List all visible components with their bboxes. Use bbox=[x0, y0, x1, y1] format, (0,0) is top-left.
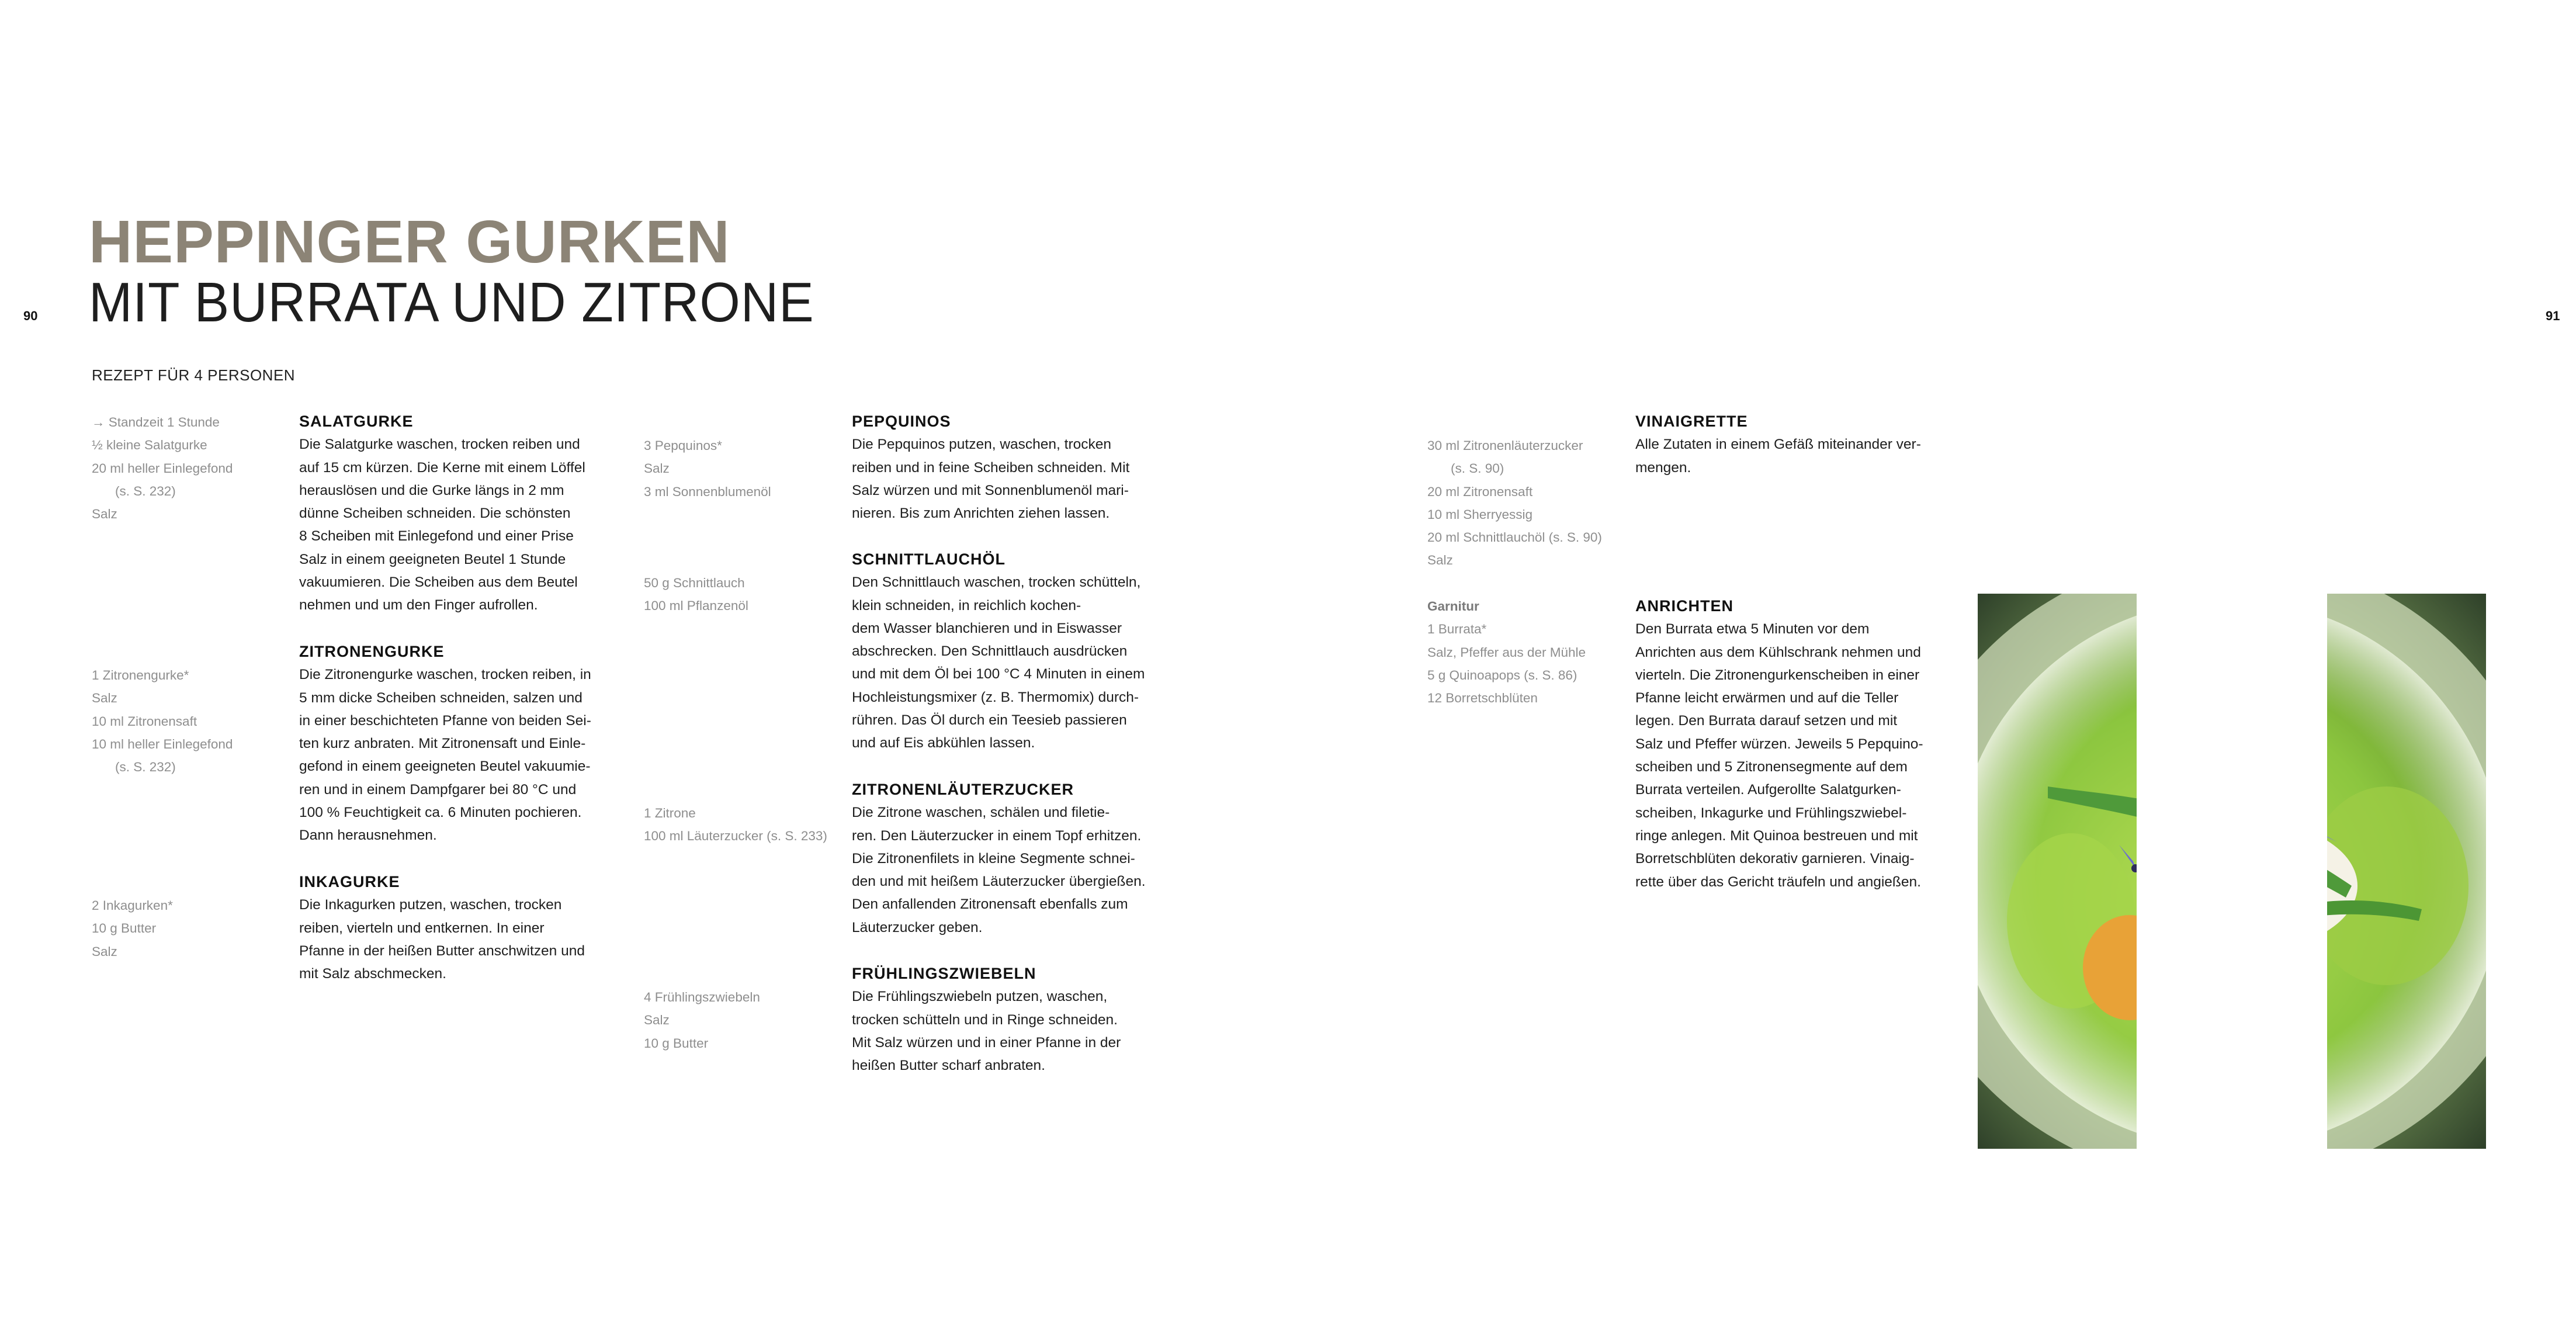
ingredients-zitronengurke bbox=[92, 664, 233, 778]
ingredient-line: 10 ml Sherryessig bbox=[1427, 507, 1533, 522]
ingredient-line: 10 ml heller Einlegefond bbox=[92, 736, 233, 751]
ingredient-line: Salz bbox=[1427, 553, 1453, 568]
ingredients-garnitur bbox=[1427, 595, 1586, 709]
ingredient-line: (s. S. 232) bbox=[115, 760, 176, 775]
page-number-right: 91 bbox=[2546, 309, 2560, 323]
ingredient-line: 4 Frühlingszwiebeln bbox=[644, 990, 760, 1004]
ingredient-line: 30 ml Zitronenläuterzucker bbox=[1427, 438, 1583, 453]
page-title-line1: HEPPINGER GURKEN bbox=[89, 208, 730, 275]
ingredient-line: Salz bbox=[644, 461, 670, 476]
ingredient-line: 20 ml heller Einlegefond bbox=[92, 460, 233, 476]
section-text: Die Zitrone waschen, schälen und filetie- ren. Den Läuterzucker in einem Topf erhitzen. Die Zitronenfilets in kleine Segmente schnei- den und mit heißem Läuterzucker übergießen. Den anfallenden Zitronensaft ebenfalls zum Läuterzucker geben. bbox=[852, 805, 1146, 935]
section-inkagurke bbox=[299, 871, 615, 985]
ingredient-line: (s. S. 232) bbox=[115, 483, 176, 498]
section-zitronengurke bbox=[299, 640, 615, 847]
page-number-left: 90 bbox=[23, 309, 38, 323]
ingredients-pepquinos bbox=[644, 434, 771, 503]
servings-label: REZEPT FÜR 4 PERSONEN bbox=[92, 366, 296, 384]
section-zitronenlaeuterzucker bbox=[852, 778, 1167, 939]
ingredient-line: Salz bbox=[92, 507, 117, 522]
section-text: Die Inkagurken putzen, waschen, trocken reiben, vierteln und entkernen. In einer Pfanne in der heißen Butter anschwitzen und mit Salz abschmecken. bbox=[299, 897, 585, 982]
ingredients-fruehlingszwiebeln bbox=[644, 986, 760, 1055]
section-text: Die Zitronengurke waschen, trocken reiben, in 5 mm dicke Scheiben schneiden, salzen und in einer beschichteten Pfanne von beiden Sei- ten kurz anbraten. Mit Zitronensaft und Einle- gefond in einem geeigneten Beutel vakuumie- ren und in einem Dampfgarer bei 80 °C und 100 % Feuchtigkeit ca. 6 Minuten pochieren. Dann herausnehmen. bbox=[299, 667, 591, 844]
ingredient-line: 100 ml Pflanzenöl bbox=[644, 598, 748, 614]
ingredient-line: (s. S. 90) bbox=[1451, 461, 1504, 476]
ingredient-line: ½ kleine Salatgurke bbox=[92, 438, 207, 453]
section-title: VINAIGRETTE bbox=[1635, 413, 1748, 430]
ingredients-vinaigrette bbox=[1427, 434, 1602, 572]
ingredient-line: 10 g Butter bbox=[92, 921, 157, 936]
ingredient-line: 10 ml Zitronensaft bbox=[92, 713, 197, 729]
ingredient-line: 3 Pepquinos* bbox=[644, 438, 722, 453]
ingredient-line: 20 ml Zitronensaft bbox=[1427, 484, 1533, 499]
ingredient-line: 5 g Quinoapops (s. S. 86) bbox=[1427, 667, 1578, 682]
section-text: Die Pepquinos putzen, waschen, trocken reiben und in feine Scheiben schneiden. Mit Salz würzen und mit Sonnenblumenöl mari- nieren. Bis zum Anrichten ziehen lassen. bbox=[852, 436, 1130, 522]
section-salatgurke bbox=[299, 410, 615, 617]
ingredient-line: 12 Borretschblüten bbox=[1427, 691, 1538, 706]
ingredient-line: 1 Burrata* bbox=[1427, 622, 1487, 637]
ingredient-line: → Standzeit 1 Stunde bbox=[92, 415, 220, 429]
section-text: Alle Zutaten in einem Gefäß miteinander ver- mengen. bbox=[1635, 436, 1921, 476]
ingredient-line: 20 ml Schnittlauchöl (s. S. 90) bbox=[1427, 530, 1602, 545]
section-title: ZITRONENGURKE bbox=[299, 643, 445, 660]
dish-photo-h-shape bbox=[1978, 594, 2486, 1149]
section-text: Den Schnittlauch waschen, trocken schütteln, klein schneiden, in reichlich kochen- dem Wasser blanchieren und in Eiswasser abschrecken. Den Schnittlauch ausdrücken und mit dem Öl bei 100 °C 4 Minuten in einem Hochleistungsmixer (z. B. Thermomix) durch- rühren. Das Öl durch ein Teesieb passieren und auf Eis abkühlen lassen. bbox=[852, 574, 1145, 751]
ingredient-line: Salz bbox=[92, 691, 117, 706]
dish-photo-image bbox=[1978, 594, 2486, 1149]
ingredient-line: Salz, Pfeffer aus der Mühle bbox=[1427, 645, 1586, 660]
ingredient-line: 2 Inkagurken* bbox=[92, 898, 173, 913]
section-text: Die Frühlingszwiebeln putzen, waschen, trocken schütteln und in Ringe schneiden. Mit Salz würzen und in einer Pfanne in der heißen Butter scharf anbraten. bbox=[852, 989, 1121, 1074]
page-title-line2: MIT BURRATA UND ZITRONE bbox=[89, 271, 814, 334]
ingredients-inkagurke bbox=[92, 894, 173, 963]
ingredient-line: 1 Zitrone bbox=[644, 806, 696, 820]
section-title: SCHNITTLAUCHÖL bbox=[852, 550, 1006, 568]
section-pepquinos bbox=[852, 410, 1167, 525]
ingredient-line: Salz bbox=[92, 944, 117, 959]
section-vinaigrette bbox=[1635, 410, 1951, 479]
section-title: FRÜHLINGSZWIEBELN bbox=[852, 965, 1036, 982]
ingredient-line: 100 ml Läuterzucker (s. S. 233) bbox=[644, 829, 827, 844]
section-title: INKAGURKE bbox=[299, 873, 400, 891]
ingredient-line: 50 g Schnittlauch bbox=[644, 576, 745, 590]
section-text: Den Burrata etwa 5 Minuten vor dem Anrichten aus dem Kühlschrank nehmen und vierteln. Die Zitronengurkenscheiben in einer Pfanne leicht erwärmen und auf die Teller legen. Den Burrata darauf setzen und mit Salz und Pfeffer würzen. Jeweils 5 Pepquino- scheiben und 5 Zitronensegmente auf dem Burrata verteilen. Aufgerollte Salatgurken- scheiben, Inkagurke und Frühlingszwiebel- ringe anlegen. Mit Quinoa bestreuen und mit Borretschblüten dekorativ garnieren. Vinaig- rette über das Gericht träufeln und angießen. bbox=[1635, 621, 1923, 890]
section-schnittlauchoel bbox=[852, 548, 1167, 755]
section-title: PEPQUINOS bbox=[852, 413, 951, 430]
section-fruehlingszwiebeln bbox=[852, 962, 1167, 1077]
section-title: ZITRONENLÄUTERZUCKER bbox=[852, 781, 1074, 798]
section-title: ANRICHTEN bbox=[1635, 597, 1733, 615]
ingredients-salatgurke bbox=[92, 411, 233, 525]
garnitur-label: Garnitur bbox=[1427, 599, 1479, 614]
ingredient-line: Salz bbox=[644, 1013, 670, 1028]
section-text: Die Salatgurke waschen, trocken reiben und auf 15 cm kürzen. Die Kerne mit einem Löffel herauslösen und die Gurke längs in 2 mm dünne Scheiben schneiden. Die schönsten 8 Scheiben mit Einlegefond und einer Prise Salz in einem geeigneten Beutel 1 Stunde vakuumieren. Die Scheiben aus dem Beutel nehmen und um den Finger aufrollen. bbox=[299, 436, 585, 614]
ingredients-zitronenlaeuterzucker bbox=[644, 802, 827, 848]
ingredient-line: 10 g Butter bbox=[644, 1035, 709, 1051]
ingredient-line: 1 Zitronengurke* bbox=[92, 668, 189, 682]
ingredient-line: 3 ml Sonnenblumenöl bbox=[644, 484, 771, 499]
section-anrichten bbox=[1635, 595, 1951, 893]
section-title: SALATGURKE bbox=[299, 413, 414, 430]
ingredients-schnittlauchoel bbox=[644, 571, 748, 618]
